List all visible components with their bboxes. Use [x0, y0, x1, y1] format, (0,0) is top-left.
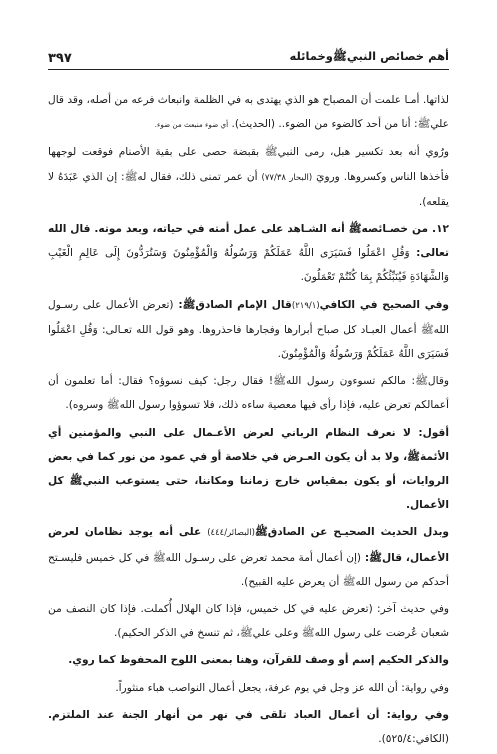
paragraph	[48, 217, 449, 290]
text-run: أقول: لا نعرف النظام الرباني لعرض الأعـمال على النبي والمؤمنين أي الأئمةﷺ، ولا بد أن يكون العـرض في خلاصة أو في عمود من نور كما في بعض الروايات، أو يكون بمقياس خارج زماننا ومكاننا، حتى يستوعب النبيﷺ كل الأعمال.	[48, 426, 449, 512]
text-run: (البصائر/٤٤٤)	[207, 528, 255, 539]
text-run: لذاتها. أمـا علمت أن المصباح هو الذي يهتدى به في الظلمة وانبعاث فرعه من أصله، وقد قال عليﷺ: أنا من أحد كالضوء من الضوء.. (الحديث).	[48, 94, 449, 131]
paragraph	[48, 369, 449, 417]
text-run: والذكر الحكيم إسم أو وصف للقرآن، وهنا بمعنى اللوح المحفوظ كما روي.	[68, 654, 449, 667]
text-run: على أنه يوجد نظامان لعرض الأعمال، قالﷺ:	[48, 526, 449, 564]
text-run: (البحار ٧٧/٣٨)	[261, 172, 313, 183]
text-run: وفي رواية: أن أعمال العباد تلقى في نهر من أنهار الجنة عند الملتزم.	[48, 708, 449, 721]
paragraph	[48, 703, 449, 751]
text-run: وَقُلِ اعْمَلُوا فَسَيَرَى اللَّهُ عَمَلَكُمْ وَرَسُولُهُ وَالْمُؤْمِنُونَ وَسَتُرَدُّونَ إِلَى عَالِمِ الْغَيْبِ وَالشَّهَادَةِ فَيُنَبِّئُكُمْ بِمَا كُنْتُمْ تَعْمَلُونَ.	[48, 247, 449, 284]
paragraph	[48, 520, 449, 594]
text-run: وفي الصحيح في الكافي	[319, 298, 449, 311]
page-body	[48, 88, 449, 754]
paragraph	[48, 597, 449, 645]
text-run: (الكافي:٥٢٥/٤).	[378, 733, 449, 746]
text-run: أي ضوء منبعث من ضوء.	[154, 120, 229, 130]
text-run: وفي حديث آخر: (تعرض عليه في كل خميس، فإذا كان الهلال أُكملت. فإذا كان النصف من شعبان عُرضت على رسول اللهﷺ وعلى عليﷺ، ثم تنسخ في الذكر الحكيم).	[48, 603, 449, 640]
text-run: قال الإمام الصادقﷺ:	[173, 298, 292, 311]
paragraph	[48, 293, 449, 367]
text-run: وبدل الحديث الصحيـح عن الصادقﷺ	[254, 526, 450, 539]
text-run: (إن أعمال أمة محمد تعرض على رسـول اللهﷺ في كل خميس فليسـتح أحدكم من رسول اللهﷺ أن يعرض عليه القبيح).	[48, 551, 449, 588]
paragraph	[48, 88, 449, 137]
text-run: ورُوي أنه بعد تكسير هبل، رمى النبيﷺ بقبضة حصى على بقية الأصنام فوقعت لوجهها فأخذها الناس وكسروها. ورويَ	[48, 146, 450, 183]
paragraph	[48, 140, 449, 214]
text-run: وفي رواية: أن الله عز وجل في يوم عرفة، يجعل أعمال النواصب هباء منثوراً.	[115, 681, 449, 694]
text-run: ١٢. من خصـائصهﷺ أنه الشـاهد على عمل أمته في حياته، وبعد موته. قال الله تعالى:	[48, 223, 450, 260]
page-number: ٣٩٧	[48, 51, 72, 66]
page-header	[48, 44, 449, 70]
text-run: وقالﷺ: مالكم تسوءون رسول اللهﷺ! فقال رجل: كيف نسوؤه؟ فقال: أما تعلمون أن أعمالكم تعرض عليه، فإذا رأى فيها معصية ساءه ذلك، فلا تسوؤوا رسول اللهﷺ وسروه).	[48, 375, 449, 412]
text-run: أن عمر تمنى ذلك، فقال لهﷺ: إن الذي عَبَدَهُ لا يقلعه).	[48, 170, 449, 208]
text-run: (٢١٩/١)	[291, 300, 320, 311]
paragraph	[48, 421, 449, 518]
text-run: (تعرض الأعمال على رسـول اللهﷺ أعمال العبـاد كل صباح أبرارها وفجارها فاحذروها. وهو قول الله تعـالى: وَقُلِ اعْمَلُوا فَسَيَرَى اللَّهُ عَمَلَكُمْ وَرَسُولُهُ وَالْمُؤْمِنُونَ.	[48, 298, 449, 361]
running-title: أهم خصائص النبيﷺوخمائله	[289, 49, 449, 63]
paragraph	[48, 648, 449, 672]
paragraph	[48, 676, 449, 700]
